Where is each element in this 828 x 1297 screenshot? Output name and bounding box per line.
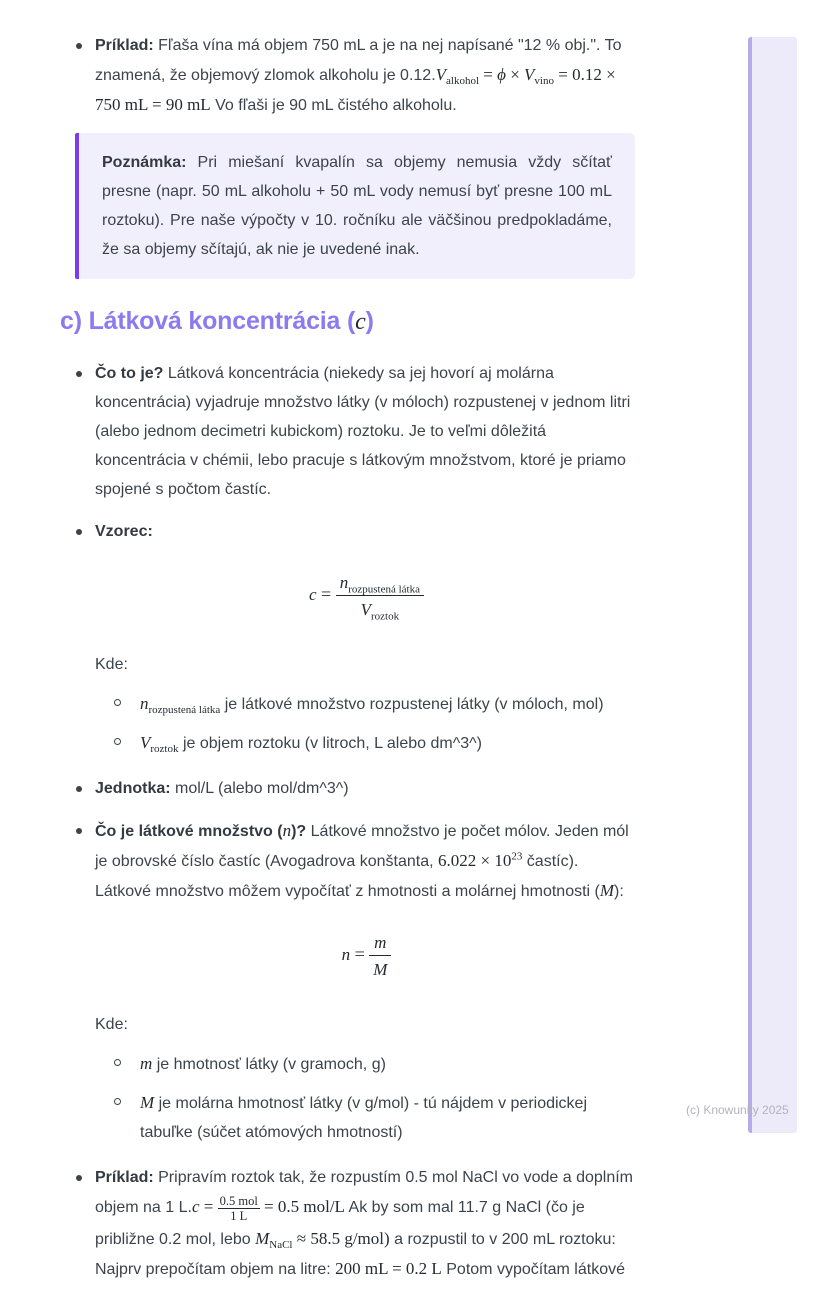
math-sub-alkohol: alkohol xyxy=(446,75,480,88)
inline-fraction xyxy=(218,1194,260,1224)
math-var-M: M xyxy=(599,881,615,901)
bullet-example-wine xyxy=(60,31,638,120)
math-var-n: n xyxy=(339,573,349,592)
math-var-M: M xyxy=(140,1093,155,1113)
heading-text: c) Látková koncentrácia ( xyxy=(60,307,356,335)
display-formula-concentration xyxy=(95,572,638,623)
math-var-n: n xyxy=(341,945,351,965)
amount-text-3: ): xyxy=(614,883,624,901)
math-var-M: M xyxy=(255,1228,270,1248)
fraction-numerator xyxy=(336,572,424,595)
amount-label-close: )? xyxy=(291,823,307,841)
example-text-2: Ak by som mal 11.7 g NaCl (čo je približne 0.2 mol, lebo xyxy=(95,1199,585,1248)
math-times: × xyxy=(505,65,525,84)
math-equals: = xyxy=(479,65,498,84)
math-conversion: 200 mL = 0.2 L xyxy=(335,1258,442,1278)
math-var-c: c xyxy=(309,585,317,605)
amount-label: Čo je látkové množstvo ( xyxy=(95,823,283,841)
math-sub-vino: vino xyxy=(534,75,554,88)
fraction-denominator xyxy=(336,595,424,621)
where-label xyxy=(95,1010,638,1039)
fraction xyxy=(336,572,424,623)
scrollbar-track[interactable] xyxy=(748,37,797,1133)
math-sub-rozpustena-latka: rozpustená látka xyxy=(148,704,221,717)
math-var-v-alkohol: V xyxy=(435,65,447,84)
definition-text: je látkové množstvo rozpustenej látky (v móloch, mol) xyxy=(220,696,604,714)
fraction-denominator xyxy=(369,955,391,981)
definition-text: je molárna hmotnosť látky (v g/mol) - tú nájdem v periodickej tabuľke (súčet atómových hmotností) xyxy=(140,1095,588,1142)
math-var-m: m xyxy=(140,1054,153,1074)
definition-text: je objem roztoku (v litroch, L alebo dm^3^) xyxy=(178,735,482,753)
sub-bullet-m-definition xyxy=(95,1049,638,1079)
unit-label: Jednotka: xyxy=(95,780,171,798)
sub-bullet-n-definition xyxy=(95,689,638,719)
document-page xyxy=(60,31,638,1297)
bullet-example-nacl xyxy=(60,1163,638,1283)
math-sub-roztok: roztok xyxy=(370,610,400,623)
where-label xyxy=(95,650,638,679)
amount-text: Látkové množstvo je počet mólov. Jeden mól je obrovské číslo častíc (Avogadrova konštanta, xyxy=(95,823,629,871)
unit-text: mol/L (alebo mol/dm^3^) xyxy=(170,780,349,798)
math-var-v-vino: V xyxy=(524,65,535,84)
where-label-text: Kde: xyxy=(95,1016,128,1034)
example-text-4: Potom vypočítam látkové xyxy=(441,1260,625,1278)
note-callout-box xyxy=(75,133,635,279)
fraction-numerator xyxy=(369,932,391,955)
vzorec-label: Vzorec: xyxy=(95,523,153,540)
note-label: Poznámka: xyxy=(102,154,187,171)
definition-text: je hmotnosť látky (v gramoch, g) xyxy=(152,1056,386,1074)
watermark: (c) Knowunity 2025 xyxy=(686,1103,789,1117)
example-text: Fľaša vína má objem 750 mL a je na nej napísané "12 % obj.". To znamená, že objemový zlomok alkoholu je 0.12. xyxy=(95,37,622,84)
example-text: Pripravím roztok tak, že rozpustím 0.5 mol NaCl vo vode a doplním objem na 1 L. xyxy=(95,1169,633,1217)
fraction-denominator: 1 L xyxy=(218,1208,260,1223)
where-label-text: Kde: xyxy=(95,656,128,674)
bullet-what-is-it xyxy=(60,359,638,504)
what-label: Čo to je? xyxy=(95,365,164,382)
bullet-formula-label xyxy=(60,517,638,546)
math-var-V: V xyxy=(360,599,371,619)
bullet-amount-of-substance xyxy=(60,816,638,906)
math-sub-rozpustena-latka: rozpustená látka xyxy=(348,583,420,596)
math-equals: = xyxy=(199,1197,218,1217)
math-equals: = xyxy=(316,584,336,605)
heading-close-paren: ) xyxy=(365,307,374,335)
sub-bullet-M-definition xyxy=(95,1088,638,1147)
math-var-M: M xyxy=(373,959,388,979)
math-sub-nacl: NaCl xyxy=(269,1238,293,1251)
math-sup-23: 23 xyxy=(511,850,523,863)
display-formula-moles xyxy=(95,932,638,980)
fraction-numerator: 0.5 mol xyxy=(219,1194,258,1208)
bullet-unit xyxy=(60,774,638,803)
math-var-n: n xyxy=(140,694,149,714)
note-text: Pri miešaní kvapalín sa objemy nemusia vždy sčítať presne (napr. 50 mL alkoholu + 50 mL vody nemusí byť presne 100 mL roztoku). Pre naše výpočty v 10. ročníku ale väčšinou predpokladáme, že sa objemy sčítajú, ak nie je uvedené inak. xyxy=(102,154,612,258)
math-avogadro: 6.022 × 10 xyxy=(438,851,512,871)
example-text-3: a rozpustil to v 200 mL roztoku: Najprv prepočítam objem na litre: xyxy=(95,1230,616,1278)
math-var-phi: ϕ xyxy=(497,65,506,84)
math-var-V: V xyxy=(140,733,151,753)
math-var-m: m xyxy=(374,933,387,953)
math-var-n: n xyxy=(282,821,292,841)
example-label: Príklad: xyxy=(95,1169,154,1187)
math-result: = 0.12 × 750 mL = 90 mL xyxy=(95,65,616,114)
example-text-end: Vo fľaši je 90 mL čistého alkoholu. xyxy=(210,97,457,114)
math-result: = 0.5 mol/L xyxy=(259,1197,345,1217)
amount-text-2: častíc). Látkové množstvo môžem vypočítať z hmotnosti a molárnej hmotnosti ( xyxy=(95,853,600,901)
fraction xyxy=(369,932,391,980)
sub-bullet-v-definition xyxy=(95,728,638,758)
section-heading xyxy=(60,305,638,338)
math-equals: = xyxy=(350,944,370,965)
math-sub-roztok: roztok xyxy=(150,743,179,756)
what-text: Látková koncentrácia (niekedy sa jej hovorí aj molárna koncentrácia) vyjadruje množstvo látky (v móloch) rozpustenej v jednom litri (alebo jednom decimetri kubickom) roztoku. Je to veľmi dôležitá koncentrácia v chémii, lebo pracuje s látkovým množstvom, ktoré je priamo spojené s počtom častíc. xyxy=(95,365,631,498)
math-var-c: c xyxy=(191,1197,200,1217)
math-approx: ≈ 58.5 g/mol) xyxy=(292,1228,390,1248)
heading-math-var-c: c xyxy=(355,309,366,335)
example-label: Príklad: xyxy=(95,37,154,54)
